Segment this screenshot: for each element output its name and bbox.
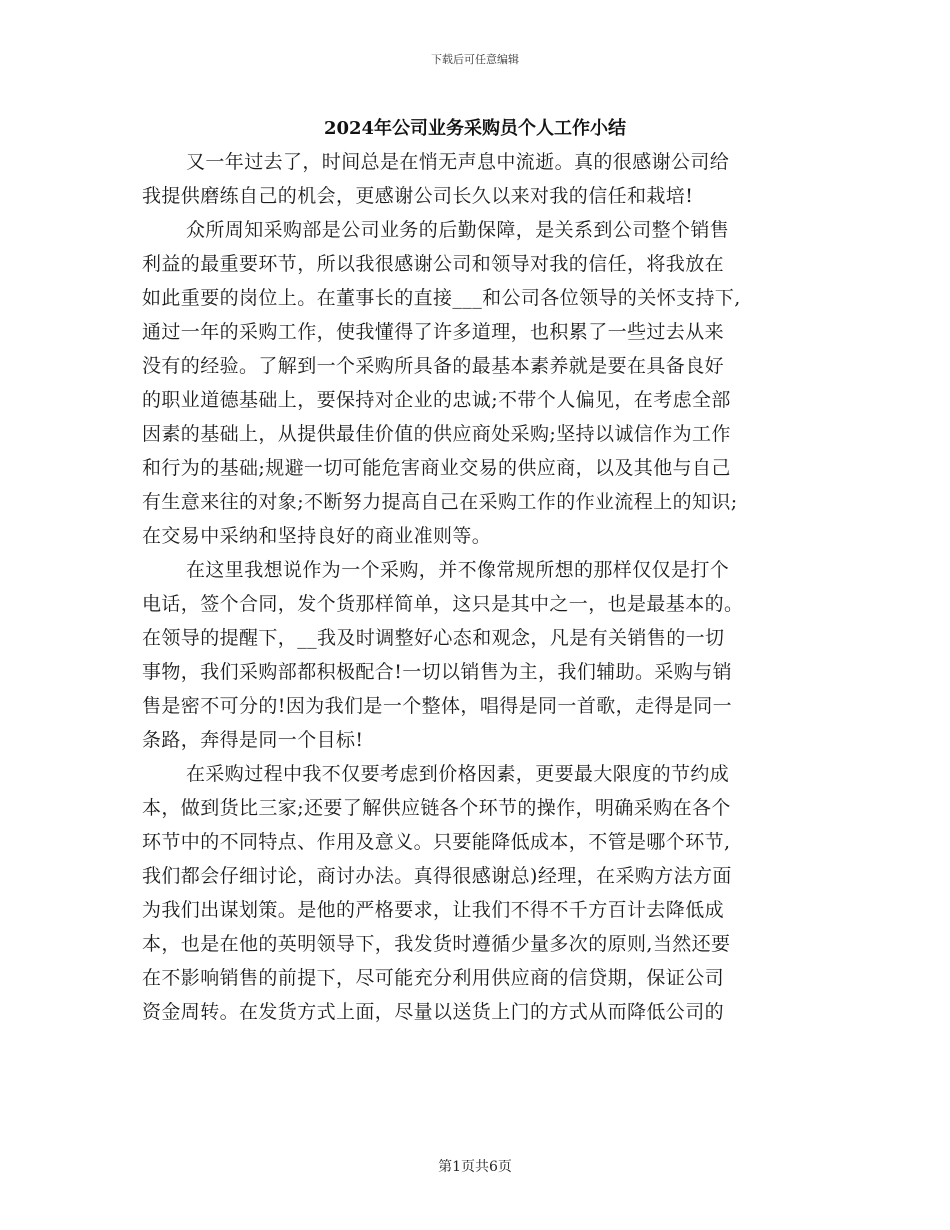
paragraph-line: 的职业道德基础上，要保持对企业的忠诚;不带个人偏见，在考虑全部 — [142, 389, 731, 411]
paragraph-line: 通过一年的采购工作，使我懂得了许多道理，也积累了一些过去从来 — [142, 321, 725, 343]
paragraph-line: 我们都会仔细讨论，商讨办法。真得很感谢总)经理，在采购方法方面 — [142, 865, 732, 887]
paragraph-line: 我提供磨练自己的机会，更感谢公司长久以来对我的信任和栽培! — [142, 185, 694, 207]
document-body — [142, 145, 812, 1029]
paragraph-line: 事物，我们采购部都积极配合!一切以销售为主，我们辅助。采购与销 — [142, 661, 733, 683]
paragraph-line: 环节中的不同特点、作用及意义。只要能降低成本，不管是哪个环节, — [142, 831, 731, 853]
paragraph-line: 没有的经验。了解到一个采购所具备的最基本素养就是要在具备良好 — [142, 355, 725, 377]
paragraph-line: 在不影响销售的前提下，尽可能充分利用供应商的信贷期，保证公司 — [142, 967, 725, 989]
paragraph-line: 利益的最重要环节，所以我很感谢公司和领导对我的信任，将我放在 — [142, 253, 725, 275]
paragraph-line: 条路，奔得是同一个目标! — [142, 729, 364, 751]
paragraph-line: 和行为的基础;规避一切可能危害商业交易的供应商，以及其他与自己 — [142, 457, 731, 479]
paragraph-line: 又一年过去了，时间总是在悄无声息中流逝。真的很感谢公司给 — [186, 151, 730, 173]
paragraph-line: 为我们出谋划策。是他的严格要求，让我们不得不千方百计去降低成 — [142, 899, 725, 921]
paragraph-line: 资金周转。在发货方式上面，尽量以送货上门的方式从而降低公司的 — [142, 1001, 725, 1023]
paragraph-line: 如此重要的岗位上。在董事长的直接___和公司各位领导的关怀支持下, — [142, 287, 741, 309]
paragraph-line: 在这里我想说作为一个采购，并不像常规所想的那样仅仅是打个 — [186, 559, 730, 581]
paragraph-line: 因素的基础上，从提供最佳价值的供应商处采购;坚持以诚信作为工作 — [142, 423, 731, 445]
page-header-note: 下载后可任意编辑 — [431, 53, 519, 66]
paragraph-line: 电话，签个合同，发个货那样简单，这只是其中之一，也是最基本的。 — [142, 593, 744, 615]
paragraph-line: 本，做到货比三家;还要了解供应链各个环节的操作，明确采购在各个 — [142, 797, 731, 819]
paragraph-line: 有生意来往的对象;不断努力提高自己在采购工作的作业流程上的知识; — [142, 491, 738, 513]
paragraph-line: 众所周知采购部是公司业务的后勤保障，是关系到公司整个销售 — [186, 219, 730, 241]
paragraph-line: 在交易中采纳和坚持良好的商业准则等。 — [142, 525, 492, 547]
paragraph-line: 在领导的提醒下，__我及时调整好心态和观念，凡是有关销售的一切 — [142, 627, 725, 649]
paragraph-line: 本，也是在他的英明领导下，我发货时遵循少量多次的原则,当然还要 — [142, 933, 731, 955]
paragraph-line: 售是密不可分的!因为我们是一个整体，唱得是同一首歌，走得是同一 — [142, 695, 733, 717]
page-number: 第1页共6页 — [438, 1159, 512, 1175]
paragraph-line: 在采购过程中我不仅要考虑到价格因素，更要最大限度的节约成 — [186, 763, 730, 785]
document-title: 2024年公司业务采购员个人工作小结 — [323, 118, 627, 139]
